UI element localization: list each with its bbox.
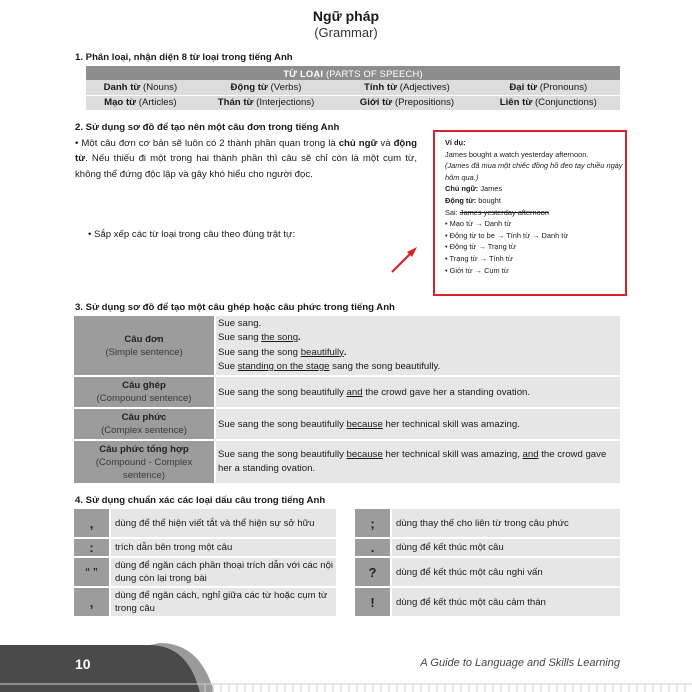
table-row <box>86 80 620 95</box>
table-header-row <box>86 66 620 80</box>
wrong-label: Sai: <box>445 207 460 217</box>
cell-gloss: (Conjunctions) <box>532 97 597 108</box>
cell-term: Thán từ <box>217 97 254 108</box>
para-text: . Nếu thiếu đi một trong hai thành phần thì câu sẽ chỉ còn là một cụm từ, không thể đứng độc lập và gây khó hiểu cho người đọc. <box>75 153 417 180</box>
complex-label-cell <box>74 408 215 440</box>
complex-sub: (Complex sentence) <box>101 425 187 436</box>
order-item: • Giới từ → Cụm từ <box>445 265 509 275</box>
table-cell <box>195 95 338 110</box>
punctuation-left-column <box>74 509 336 618</box>
text: Sue sang <box>218 332 262 344</box>
table-row <box>74 316 620 376</box>
cell-term: Mạo từ <box>104 97 137 108</box>
colon-icon: : <box>74 539 109 556</box>
example-label: Ví dụ: <box>445 138 466 147</box>
cell-gloss: (Adjectives) <box>397 81 450 93</box>
punctuation-desc: dùng để ngăn cách phần thoại trích dẫn với các nội dung còn lại trong bài <box>109 558 336 586</box>
punctuation-row <box>355 509 620 539</box>
period-icon: . <box>355 539 390 556</box>
word-order-bullet: • Sắp xếp các từ loại trong câu theo đúng trật tự: <box>88 229 296 240</box>
punctuation-desc: dùng để ngăn cách, nghỉ giữa các từ hoặc cụm từ trong câu <box>109 588 336 616</box>
text: her technical skill was amazing, <box>382 449 523 460</box>
example-line <box>218 360 620 374</box>
order-item: • Mạo từ → Danh từ <box>445 219 512 229</box>
order-item: • Động từ → Trạng từ <box>445 242 516 252</box>
para-text: • Một câu đơn cơ bản sẽ luôn có 2 thành phần quan trọng là <box>75 138 339 149</box>
cell-term: Tính từ <box>364 81 398 93</box>
parts-of-speech-table <box>86 66 620 111</box>
page-number: 10 <box>75 656 91 672</box>
underlined-text: standing on the stage <box>237 360 330 372</box>
exclamation-mark-icon: ! <box>355 588 390 616</box>
cell-gloss: (Pronouns) <box>537 81 588 93</box>
table-cell <box>337 80 476 95</box>
simple-label: Câu đơn <box>124 333 164 345</box>
punctuation-row <box>355 558 620 588</box>
section-4-heading: 4. Sử dụng chuẩn xác các loại dấu câu trong tiếng Anh <box>75 495 326 506</box>
table-cell <box>477 80 620 95</box>
text: . <box>298 332 301 344</box>
table-cell <box>337 95 476 110</box>
punctuation-desc: trích dẫn bên trong một câu <box>109 539 336 556</box>
table-cell <box>195 80 338 95</box>
underlined-text: the song <box>261 332 299 344</box>
complex-label: Câu phức <box>121 412 167 423</box>
quotation-marks-icon: “ ” <box>74 558 109 586</box>
example-line <box>218 346 620 360</box>
table-title <box>86 66 620 80</box>
punctuation-desc: dùng thay thế cho liên từ trong câu phức <box>390 509 620 537</box>
page-title: Ngữ pháp <box>312 8 380 24</box>
example-sentence: James bought a watch yesterday afternoon. <box>445 149 589 159</box>
question-mark-icon: ? <box>355 558 390 586</box>
cell-term: Danh từ <box>103 81 141 93</box>
compound-label: Câu ghép <box>122 380 166 391</box>
punctuation-row <box>355 588 620 618</box>
red-arrow-icon <box>390 244 420 274</box>
cell-gloss: (Articles) <box>136 97 177 108</box>
punctuation-row <box>355 539 620 558</box>
compound-complex-label-cell <box>74 440 215 484</box>
table-row <box>74 376 620 408</box>
table-title-bold: TỪ LOẠI <box>283 67 324 79</box>
table-cell <box>86 80 195 95</box>
order-item: • Trạng từ → Tính từ <box>445 253 513 263</box>
punctuation-desc: dùng để kết thúc một câu nghi vấn <box>390 558 620 586</box>
text: Sue sang the song beautifully <box>218 449 347 460</box>
footer-book-title: A Guide to Language and Skills Learning <box>420 657 620 669</box>
text: Sue sang the song beautifully <box>218 418 347 430</box>
underlined-text: and <box>346 386 363 398</box>
cell-term: Động từ <box>230 81 268 93</box>
compound-sub: (Compound sentence) <box>96 393 192 404</box>
compound-example-cell <box>215 376 620 408</box>
subject-value: James <box>478 184 503 194</box>
para-text: và <box>377 138 394 149</box>
table-row <box>74 408 620 440</box>
punctuation-row <box>74 509 336 539</box>
underlined-text: and <box>522 449 539 460</box>
example-line: Sue sang. <box>218 317 262 329</box>
section-1-heading: 1. Phân loại, nhận diện 8 từ loại trong tiếng Anh <box>75 52 293 63</box>
underlined-text: because <box>346 449 383 460</box>
underlined-text: because <box>346 418 383 430</box>
compound-complex-sub: (Compound - Complex sentence) <box>95 456 193 481</box>
page-subtitle: (Grammar) <box>314 25 378 40</box>
cell-gloss: (Interjections) <box>253 97 315 108</box>
simple-sub: (Simple sentence) <box>105 346 183 358</box>
cell-gloss: (Verbs) <box>267 81 302 93</box>
punctuation-row <box>74 558 336 588</box>
compound-label-cell <box>74 376 215 408</box>
order-item: • Động từ to be → Tính từ → Danh từ <box>445 230 569 240</box>
cell-term: Đại từ <box>509 81 538 93</box>
text: Sue sang the song beautifully <box>218 386 347 398</box>
verb-value: bought <box>476 195 501 205</box>
complex-example-cell <box>215 408 620 440</box>
simple-examples-cell <box>215 316 620 376</box>
sentence-types-table <box>74 316 620 485</box>
wrong-value: James yesterday afternoon <box>459 207 549 217</box>
table-row <box>86 95 620 110</box>
example-box <box>433 130 627 296</box>
table-title-rest: (PARTS OF SPEECH) <box>323 67 423 79</box>
section-2-paragraph <box>75 136 417 182</box>
cell-gloss: (Nouns) <box>140 81 178 93</box>
comma-icon: , <box>74 588 109 616</box>
subject-label: Chủ ngữ: <box>445 184 479 194</box>
simple-label-cell <box>74 316 215 376</box>
compound-complex-label: Câu phức tổng hợp <box>99 443 189 455</box>
punctuation-row <box>74 539 336 558</box>
para-bold-subject: chủ ngữ <box>338 138 378 149</box>
text: Sue <box>218 360 238 372</box>
table-cell <box>477 95 620 110</box>
cell-gloss: (Prepositions) <box>392 97 455 108</box>
text: Sue sang the song <box>218 346 301 358</box>
text: the crowd gave her a standing ovation. <box>218 449 607 474</box>
punctuation-desc: dùng để kết thúc một câu <box>390 539 620 556</box>
table-cell <box>86 95 195 110</box>
example-line <box>218 331 620 345</box>
table-row <box>74 440 620 484</box>
punctuation-desc: dùng để thể hiện viết tắt và thể hiện sự sở hữu <box>109 509 336 537</box>
cell-term: Giới từ <box>359 97 393 108</box>
verb-label: Động từ: <box>445 195 477 205</box>
underlined-text: beautifully <box>300 346 344 358</box>
semicolon-icon: ; <box>355 509 390 537</box>
punctuation-row <box>74 588 336 618</box>
text: sang the song beautifully. <box>329 360 441 372</box>
comma-icon: , <box>74 509 109 537</box>
text: . <box>343 346 347 358</box>
section-2-heading: 2. Sử dụng sơ đồ để tạo nên một câu đơn trong tiếng Anh <box>75 122 340 133</box>
section-3-heading: 3. Sử dụng sơ đồ để tạo một câu ghép hoặc câu phức trong tiếng Anh <box>75 302 395 313</box>
punctuation-right-column <box>355 509 620 618</box>
punctuation-desc: dùng để kết thúc một câu cảm thán <box>390 588 620 616</box>
text: her technical skill was amazing. <box>382 418 520 430</box>
cell-term: Liên từ <box>499 97 533 108</box>
compound-complex-example-cell <box>215 440 620 484</box>
text: the crowd gave her a standing ovation. <box>362 386 531 398</box>
para-bold-verb: động từ <box>75 138 418 165</box>
example-translation: (James đã mua một chiếc đồng hồ đeo tay chiều ngày hôm qua.) <box>445 161 623 182</box>
